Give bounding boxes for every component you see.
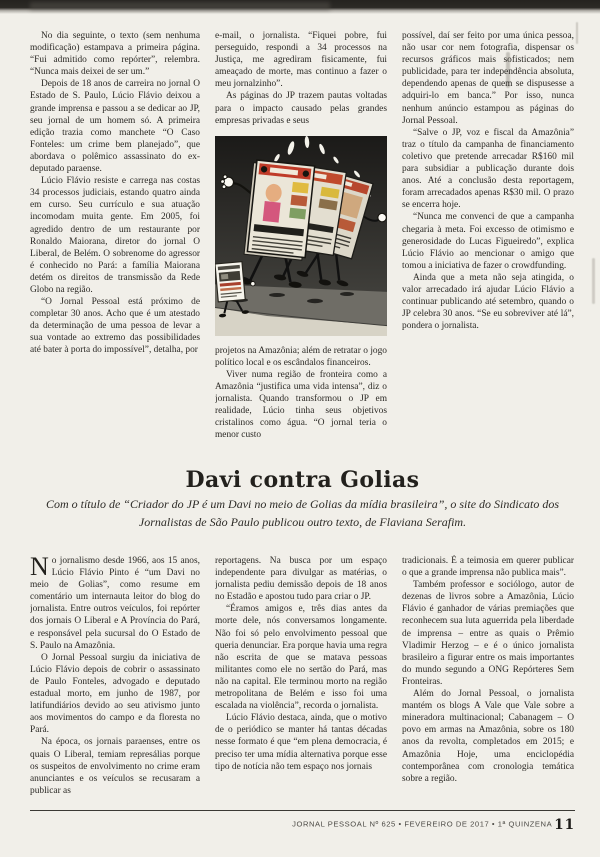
footer-issue-info: JORNAL PESSOAL Nº 625 • FEVEREIRO DE 2017 • 1ª QUINZENA — [292, 819, 553, 829]
paragraph: “Salve o JP, voz e fiscal da Amazônia” traz o título da campanha de financiamento coletivo que pretende arrecadar R$160 mil para subsidiar a publicação durante dois anos. Até a conclusão desta reportagem, foram arrecadados apenas R$30 mil. O prazo se encerra hoje. — [402, 127, 574, 211]
paragraph: “O Jornal Pessoal está próximo de completar 30 anos. Acho que é um atestado da determinação de uma pessoa de levar a sua vontade ao extremo das possibilidades até bater à porta do impossível”, detalha, por — [30, 297, 200, 356]
article-davi-contra-golias — [30, 555, 575, 809]
article1-column-2-bottom — [215, 345, 387, 442]
paragraph: No dia seguinte, o texto (sem nenhuma modificação) estampava a primeira página. “Fui admitido como repórter”, relembra. “Nunca mais deixei de ser um.” — [30, 31, 200, 78]
article1-column-2 — [215, 30, 387, 460]
article2-column-1 — [30, 555, 200, 809]
paragraph: Lúcio Flávio destaca, ainda, que o motivo de o periódico se manter há tantas décadas nesse formato é que “em plena democracia, é preciso ter uma mídia alternativa porque esse tipo de notícia não tem espaço nos jornais — [215, 713, 387, 772]
paragraph: Também professor e sociólogo, autor de dezenas de livros sobre a Amazônia, Lúcio Flávio é ganhador de várias premiações que reconhecem sua luta aguerrida pela liberdade de imprensa – entre as quais o Prêmio Vladimir Herzog – e é o único jornalista brasileiro a figurar entre os mais importantes do mundo segundo a ONG Repórteres Sem Fronteiras. — [402, 580, 574, 687]
scan-smudge — [592, 258, 595, 304]
scan-smudge — [576, 22, 578, 44]
page-footer — [30, 817, 575, 833]
article1-column-1 — [30, 30, 200, 460]
page-number: 11 — [554, 817, 575, 833]
scan-edge-top — [0, 0, 600, 14]
article1-column-2-top — [215, 30, 387, 127]
paragraph: Viver numa região de fronteira como a Amazônia “justifica uma vida intensa”, diz o jornalista. Quando transformou o JP em realidade, Lúcio tinha seus objetivos cristalinos como água. “O jornal teria o menor custo — [215, 369, 387, 441]
paragraph: reportagens. Na busca por um espaço independente para divulgar as matérias, o jornalista pediu demissão depois de 18 anos no Estadão e apostou tudo para criar o JP. — [215, 556, 387, 603]
paragraph: tradicionais. É a teimosia em querer publicar o que a grande imprensa não publica mais”. — [402, 556, 574, 579]
paragraph: Além do Jornal Pessoal, o jornalista mantém os blogs A Vale que Vale sobre a mineradora multinacional; Cabanagem – O povo em armas na Amazônia, sobre os 180 anos da revolta, completados em 2015; e Amazônia Hoje, uma enciclopédia contemporânea com cronologia temática sobre a região. — [402, 689, 574, 784]
paragraph: “Nunca me convenci de que a campanha chegaria à meta. Foi excesso de otimismo e generosidade do Lucas Figueiredo”, explica Lúcio Flávio ao mencionar o amigo que tomou a iniciativa de fazer o crowdfunding. — [402, 212, 574, 271]
paragraph: As páginas do JP trazem pautas voltadas para o impacto causado pelas grandes empresas privadas e seus — [215, 91, 387, 126]
section-headline: Davi contra Golias — [185, 467, 420, 493]
paragraph: “Éramos amigos e, três dias antes da morte dele, nós conversamos longamente. Não foi só pelo envolvimento pessoal que queria denunciar. Era porque havia uma regra não escrita de que se matava pessoas militantes como ele no sertão do Pará, mas não na capital. Ele terminou morto na região metropolitana de Belém e isso foi uma escalada na violência”, recorda o jornalista. — [215, 604, 387, 712]
paragraph: No jornalismo desde 1966, aos 15 anos, Lúcio Flávio Pinto é “um Davi no meio de Golias”, como resume em comentário um internauta leitor do blog do jornalista. Entre outros veículos, foi repórter dos jornais O Liberal e A Província do Pará, e responsável pela sucursal do O Estado de S. Paulo na Amazônia. — [30, 555, 200, 651]
footer-rule — [30, 810, 575, 811]
article2-column-2 — [215, 555, 387, 809]
paragraph: e-mail, o jornalista. “Fiquei pobre, fui perseguido, respondi a 34 processos na Justiça, me agrediram fisicamente, fui ameaçado de morte, mas continuo a fazer o meu jornalzinho”. — [215, 31, 387, 90]
paragraph: O Jornal Pessoal surgiu da iniciativa de Lúcio Flávio depois de cobrir o assassinato de Paulo Fonteles, advogado e deputado estadual morto, em junho de 1987, por latifundiários devido ao seu ativismo junto aos movimentos do campo e da floresta no Pará. — [30, 652, 200, 736]
paragraph: possível, daí ser feito por uma única pessoa, não usar cor nem fotografia, dispensar os recursos gráficos mais sofisticados; nem publicidade, para ter independência absoluta, dependendo apenas de quem se dispusesse a adquiri-lo em banca.” Por isso, nunca nenhum anúncio estampou as páginas do Jornal Pessoal. — [402, 31, 574, 126]
article-continuation — [30, 30, 575, 460]
drop-cap: N — [30, 555, 49, 581]
article2-column-3 — [402, 555, 574, 809]
section-subtitle: Com o título de “Criador do JP é um Davi no meio de Golias da mídia brasileira”, o site do Sindicato dos Jornalistas de São Paulo publicou outro texto, de Flaviana Serafim. — [45, 497, 560, 529]
article1-column-3 — [402, 30, 574, 460]
paragraph: Na época, os jornais paraenses, entre os quais O Liberal, temiam represálias porque os suspeitos de envolvimento no crime eram anunciantes e os veículos se recusaram a publicar as — [30, 737, 200, 796]
newspapers-cartoon-illustration — [215, 136, 387, 336]
paragraph: Ainda que a meta não seja atingida, o valor arrecadado irá ajudar Lúcio Flávio a continuar publicando até setembro, quando o JP celebra 30 anos. “Se eu sobreviver até lá”, pondera o jornalista. — [402, 272, 574, 332]
paragraph: Depois de 18 anos de carreira no jornal O Estado de S. Paulo, Lúcio Flávio deixou a grande imprensa e passou a se dedicar ao JP, seu jornal de um homem só. A primeira edição trazia como manchete “O Caso Fonteles: um crime bem planejado”, que abordava o polêmico assassinato do ex-deputado paraense. — [30, 79, 200, 175]
page-content — [30, 30, 575, 809]
paragraph: Lúcio Flávio resiste e carrega nas costas 34 processos judiciais, estando quatro ainda em curso. Seu currículo e sua atuação incomodam muita gente. Em 2005, foi agredido dentro de um restaurante por Ronaldo Maiorana, diretor do jornal O Liberal, de Belém. O sobrenome do agressor é conhecido no Pará: a família Maiorana detém os direitos de transmissão da Rede Globo na região. — [30, 176, 200, 295]
paragraph: projetos na Amazônia; além de retratar o jogo político local e os escândalos financeiros. — [215, 345, 387, 368]
